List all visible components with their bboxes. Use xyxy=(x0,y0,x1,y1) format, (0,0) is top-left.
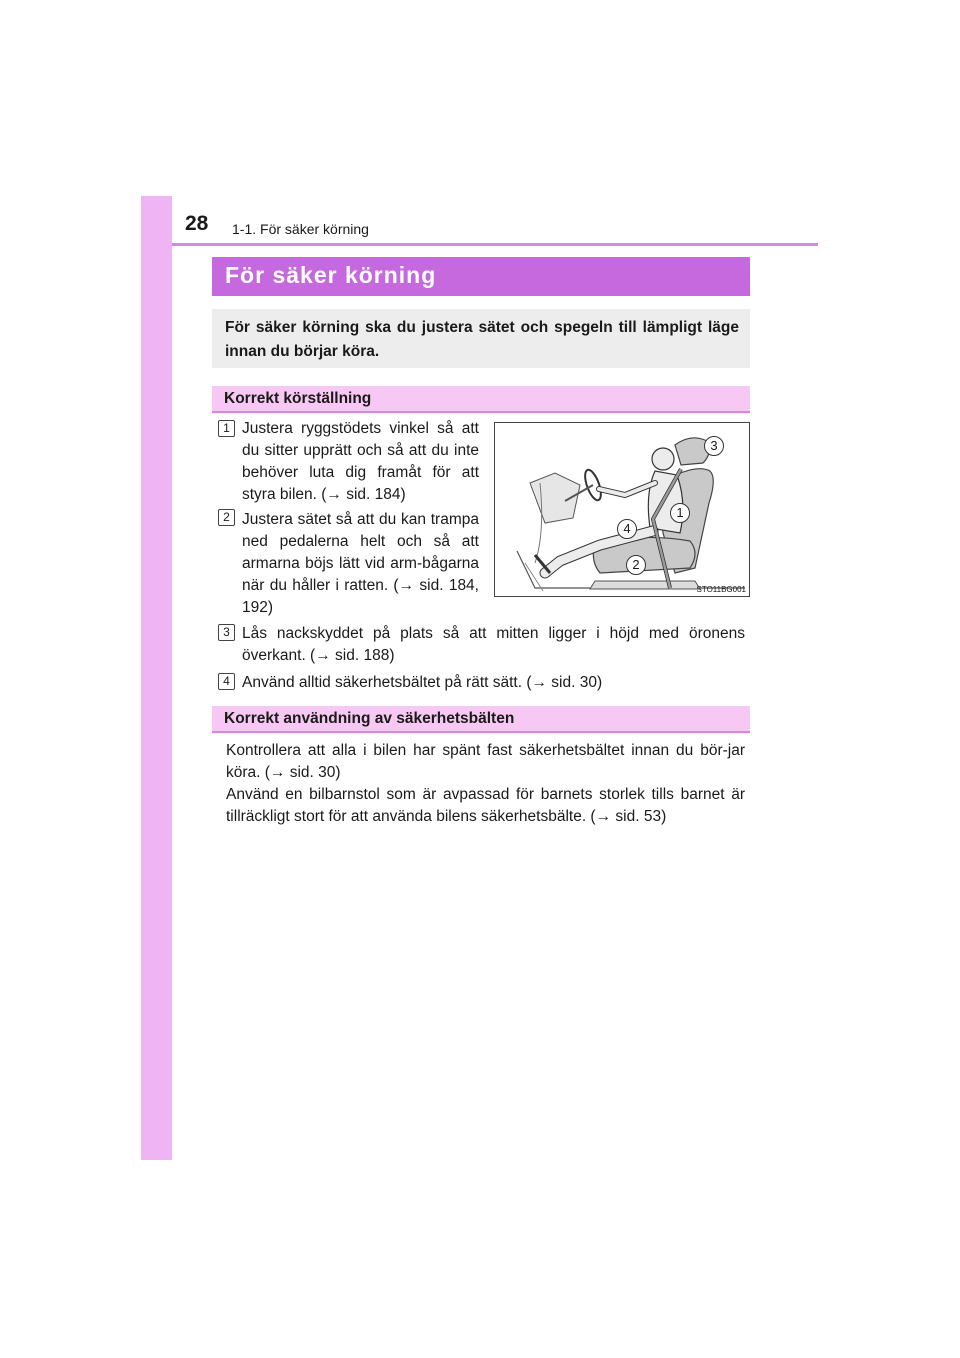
callout-4: 4 xyxy=(617,519,637,539)
intro-text: För säker körning ska du justera sätet och spegeln till lämpligt läge innan du börjar köra. xyxy=(225,319,739,360)
item-text-3: Lås nackskyddet på plats så att mitten ligger i höjd med öronens överkant. (→ sid. 188) xyxy=(242,625,745,664)
callout-2: 2 xyxy=(626,555,646,575)
section-heading-label: Korrekt användning av säkerhetsbälten xyxy=(224,710,515,727)
item-text-4: Använd alltid säkerhetsbältet på rätt sätt. (→ sid. 30) xyxy=(242,674,603,691)
item-number-4: 4 xyxy=(218,673,235,690)
figure-code: STO11BG001 xyxy=(696,585,746,594)
running-head: 1-1. För säker körning xyxy=(232,221,369,237)
item-number-2: 2 xyxy=(218,509,235,526)
item-number-1: 1 xyxy=(218,420,235,437)
driving-posture-illustration xyxy=(494,422,750,597)
seatbelt-paragraph-2: Använd en bilbarnstol som är avpassad för barnets storlek tills barnet är tillräckligt stort för att använda bilens säkerhetsbälte. (→ sid. 53) xyxy=(226,786,745,825)
header-rule xyxy=(172,243,818,246)
callout-3: 3 xyxy=(704,436,724,456)
side-tab-bar xyxy=(141,196,172,1160)
section-heading-label: Korrekt körställning xyxy=(224,390,372,407)
callout-1: 1 xyxy=(670,503,690,523)
title-band xyxy=(212,257,750,296)
item-number-3: 3 xyxy=(218,624,235,641)
seatbelt-paragraph-1: Kontrollera att alla i bilen har spänt fast säkerhetsbältet innan du bör-jar köra. (→ sid. 30) xyxy=(226,742,745,781)
item-text-2: Justera sätet så att du kan trampa ned pedalerna helt och så att armarna böjs lätt vid arm-bågarna när du håller i ratten. (→ sid. 184, 192) xyxy=(242,511,479,616)
section-heading-posture xyxy=(212,386,750,413)
section-heading-seatbelts xyxy=(212,706,750,733)
item-text-1: Justera ryggstödets vinkel så att du sitter upprätt och så att du inte behöver luta dig framåt för att styra bilen. (→ sid. 184) xyxy=(242,420,479,503)
page-number: 28 xyxy=(185,212,209,235)
intro-box xyxy=(212,309,750,368)
page-title: För säker körning xyxy=(225,262,437,288)
